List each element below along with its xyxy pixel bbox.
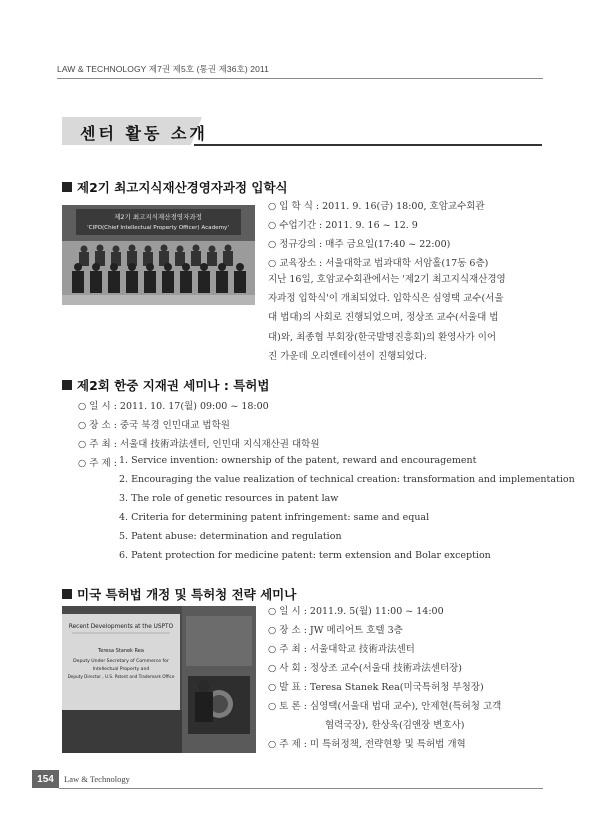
event1-paragraph bbox=[268, 270, 538, 366]
event3-heading bbox=[62, 585, 296, 603]
event2-topics bbox=[119, 455, 575, 569]
event3-seminar-photo bbox=[62, 606, 256, 753]
event1-heading-text: 제2기 최고지식재산경영자과정 입학식 bbox=[77, 180, 288, 195]
info-row: ○ 주 제 : 미 특허정책, 전략현황 및 특허법 개혁 bbox=[268, 739, 466, 750]
event3-info bbox=[268, 603, 501, 755]
paragraph-line: 지난 16일, 호암교수회관에서는 '제2기 최고지식재산경영 bbox=[268, 274, 506, 285]
slide-line: Deputy Director , U.S. Patent and Trademark Office bbox=[67, 674, 175, 679]
event2-info bbox=[78, 398, 320, 455]
topic-item: 3. The role of genetic resources in patent law bbox=[119, 493, 339, 504]
info-row: ○ 수업기간 : 2011. 9. 16 ~ 12. 9 bbox=[268, 220, 418, 231]
info-row: ○ 사 회 : 정상조 교수(서울대 技術과法센터장) bbox=[268, 663, 462, 674]
topic-item: 2. Encouraging the value realization of technical creation: transformation and implementation bbox=[119, 474, 575, 485]
event2-heading bbox=[62, 376, 269, 394]
event1-group-photo bbox=[62, 205, 255, 305]
header-rule bbox=[57, 78, 543, 79]
topic-item: 5. Patent abuse: determination and regulation bbox=[119, 531, 342, 542]
paragraph-line: 대)와, 최종협 부회장(한국발명진흥회)의 환영사가 이어 bbox=[268, 331, 497, 343]
footer-journal-name: Law & Technology bbox=[64, 774, 130, 784]
paragraph-line: 진 가운데 오리엔테이션이 진행되었다. bbox=[268, 350, 427, 362]
section-title: 센터 활동 소개 bbox=[80, 124, 208, 143]
info-row: ○ 토 론 : 심영택(서울대 법대 교수), 안제현(특허청 고객 bbox=[268, 701, 502, 712]
event1-banner-line2: 'CIPO(Chief Intellectual Property Officer) Academy' bbox=[87, 225, 229, 231]
info-row: ○ 교육장소 : 서울대학교 법과대학 서암홀(17동 6층) bbox=[268, 258, 489, 269]
event1-info bbox=[268, 198, 488, 274]
slide-line: Teresa Stanek Rea bbox=[98, 648, 144, 654]
topics-label: ○ 주 제 : bbox=[78, 458, 117, 469]
slide-line: Intellectual Property and bbox=[92, 667, 150, 672]
info-row: ○ 주 최 : 서울대 技術과法센터, 인민대 지식재산권 대학원 bbox=[78, 439, 320, 450]
info-row: ○ 발 표 : Teresa Stanek Rea(미국특허청 부청장) bbox=[268, 682, 484, 693]
info-row: ○ 장 소 : JW 메리어트 호텔 3층 bbox=[268, 625, 403, 636]
event1-heading bbox=[62, 178, 288, 196]
topic-item: 6. Patent protection for medicine patent: term extension and Bolar exception bbox=[119, 550, 491, 561]
event3-heading-text: 미국 특허법 개정 및 특허청 전략 세미나 bbox=[77, 587, 297, 602]
topic-item: 1. Service invention: ownership of the patent, reward and encouragement bbox=[119, 455, 477, 466]
bullet-square-icon bbox=[62, 182, 72, 192]
running-header: LAW & TECHNOLOGY 제7권 제5호 (통권 제36호) 2011 bbox=[57, 64, 269, 74]
slide-line: Deputy Under Secretary of Commerce for bbox=[73, 659, 169, 664]
paragraph-line: 자과정 입학식'이 개최되었다. 입학식은 심영택 교수(서울 bbox=[268, 293, 504, 305]
info-row: ○ 주 최 : 서울대학교 技術과法센터 bbox=[268, 644, 415, 655]
paragraph-line: 대 법대)의 사회로 진행되었으며, 정상조 교수(서울대 법 bbox=[268, 312, 499, 324]
slide-title: Recent Developments at the USPTO bbox=[68, 624, 174, 630]
page-number: 154 bbox=[32, 770, 59, 788]
footer-rule bbox=[59, 788, 543, 789]
info-row-continuation: 협력국장), 한상욱(김앤장 변호사) bbox=[325, 720, 465, 731]
info-row: ○ 입 학 식 : 2011. 9. 16(금) 18:00, 호암교수회관 bbox=[268, 201, 485, 212]
info-row: ○ 정규강의 : 매주 금요일(17:40 ~ 22:00) bbox=[268, 239, 451, 250]
event2-heading-text: 제2회 한중 지재권 세미나 : 특허법 bbox=[77, 378, 270, 393]
section-title-rule bbox=[194, 144, 542, 146]
section-title-banner bbox=[62, 117, 542, 147]
bullet-square-icon bbox=[62, 380, 72, 390]
bullet-square-icon bbox=[62, 589, 72, 599]
info-row: ○ 일 시 : 2011.9. 5(월) 11:00 ~ 14:00 bbox=[268, 606, 444, 617]
event1-banner-line1: 제2기 최고지식재산경영자과정 bbox=[114, 213, 202, 221]
topic-item: 4. Criteria for determining patent infringement: same and equal bbox=[119, 512, 430, 523]
info-row: ○ 장 소 : 중국 북경 인민대교 법학원 bbox=[78, 420, 230, 431]
event2-topics-label bbox=[78, 455, 117, 474]
info-row: ○ 일 시 : 2011. 10. 17(월) 09:00 ~ 18:00 bbox=[78, 401, 269, 412]
